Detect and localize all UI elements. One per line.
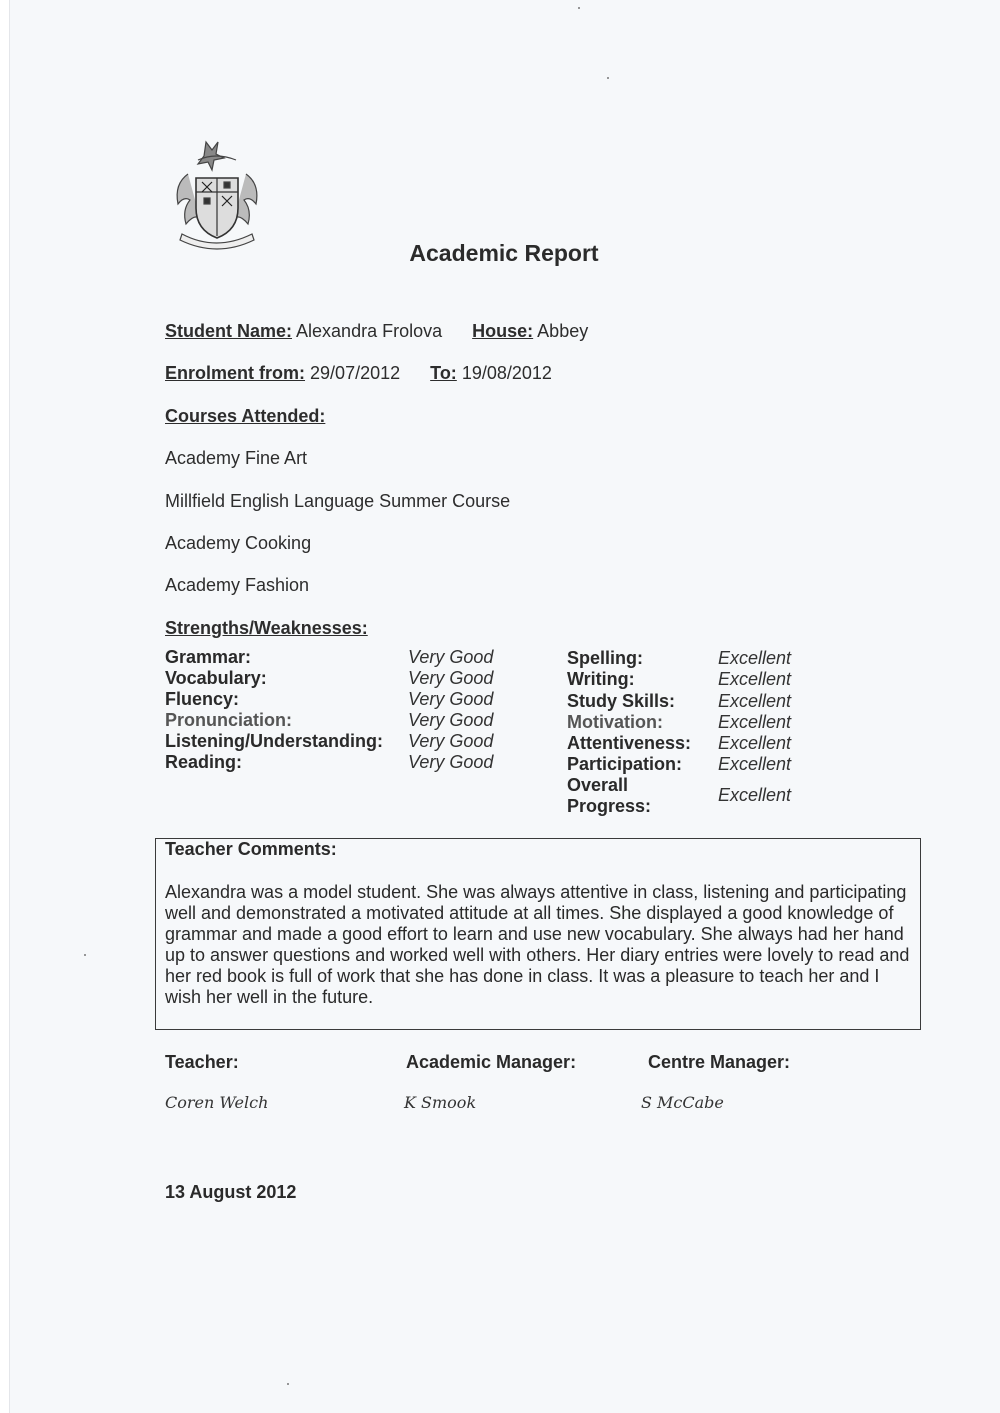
report-date: 13 August 2012 — [165, 1182, 297, 1202]
enrolment-to-date: 19/08/2012 — [461, 363, 552, 383]
teacher-label: Teacher: — [165, 1052, 239, 1072]
teacher-signature: Coren Welch — [165, 1093, 269, 1112]
enrolment-line — [165, 363, 552, 384]
skill-label: Study Skills: — [567, 691, 676, 711]
skill-rating — [408, 689, 493, 710]
skill-row — [567, 712, 663, 733]
rating-text: Very Good — [408, 752, 494, 772]
rating-text: Excellent — [718, 691, 792, 711]
scan-edge — [0, 0, 10, 1413]
skill-label: Overall — [567, 775, 629, 795]
courses-heading: Courses Attended: — [165, 406, 326, 426]
skill-label: Spelling: — [567, 648, 643, 668]
skill-row — [567, 754, 682, 775]
skill-row — [567, 648, 643, 669]
skill-row — [165, 689, 239, 710]
student-line — [165, 321, 588, 342]
rating-text: Excellent — [718, 785, 792, 805]
rating-text: Excellent — [718, 669, 792, 689]
rating-text: Very Good — [408, 668, 494, 688]
skill-row — [165, 647, 251, 668]
skill-rating — [408, 731, 493, 752]
skill-rating — [718, 669, 791, 690]
skill-row — [567, 691, 675, 712]
rating-text: Very Good — [408, 710, 494, 730]
comments-heading: Teacher Comments: — [165, 839, 337, 859]
skill-row — [567, 775, 651, 817]
house-label: House: — [472, 321, 534, 341]
skill-label: Attentiveness: — [567, 733, 692, 753]
student-name: Alexandra Frolova — [296, 321, 443, 341]
skill-row — [165, 731, 383, 752]
skill-rating — [408, 710, 493, 731]
scan-speck — [287, 1383, 289, 1385]
scan-speck — [607, 77, 609, 79]
skill-label: Pronunciation: — [165, 710, 292, 730]
skill-rating — [718, 648, 791, 669]
enrolment-from-label: Enrolment from: — [165, 363, 306, 383]
strengths-heading: Strengths/Weaknesses: — [165, 618, 368, 638]
skill-rating — [718, 712, 791, 733]
skill-row — [567, 669, 635, 690]
rating-text: Very Good — [408, 647, 494, 667]
centre-manager-signature: S McCabe — [641, 1093, 724, 1112]
house-value: Abbey — [537, 321, 589, 341]
enrolment-to-label: To: — [430, 363, 457, 383]
skill-label: Listening/Understanding: — [165, 731, 383, 751]
enrolment-from-date: 29/07/2012 — [310, 363, 401, 383]
academic-manager-signature: K Smook — [404, 1093, 477, 1112]
skill-row — [165, 752, 242, 773]
skill-row — [165, 668, 267, 689]
skill-rating — [718, 785, 791, 806]
rating-text: Excellent — [718, 733, 792, 753]
skill-rating — [408, 752, 493, 773]
school-crest-icon — [168, 134, 266, 256]
scan-speck — [578, 7, 580, 9]
skill-row — [567, 733, 691, 754]
report-title: Academic Report — [409, 240, 599, 266]
skill-label: Writing: — [567, 669, 635, 689]
scan-speck — [84, 954, 86, 956]
skill-rating — [718, 691, 791, 712]
skill-rating — [718, 733, 791, 754]
rating-text: Excellent — [718, 754, 792, 774]
course-item: Academy Fine Art — [165, 448, 308, 468]
skill-rating — [718, 754, 791, 775]
skill-rating — [408, 647, 493, 668]
course-item: Academy Fashion — [165, 575, 310, 595]
student-name-label: Student Name: — [165, 321, 293, 341]
rating-text: Very Good — [408, 731, 494, 751]
rating-text: Excellent — [718, 712, 792, 732]
rating-text: Excellent — [718, 648, 792, 668]
skill-label: Progress: — [567, 796, 652, 816]
skill-label: Grammar: — [165, 647, 252, 667]
skill-label: Participation: — [567, 754, 683, 774]
course-item: Academy Cooking — [165, 533, 312, 553]
centre-manager-label: Centre Manager: — [648, 1052, 791, 1072]
skill-label: Motivation: — [567, 712, 663, 732]
skill-rating — [408, 668, 493, 689]
skill-label: Reading: — [165, 752, 243, 772]
course-item: Millfield English Language Summer Course — [165, 491, 511, 511]
academic-manager-label: Academic Manager: — [406, 1052, 577, 1072]
comments-text: Alexandra was a model student. She was always attentive in class, listening and participating well and demonstrated a motivated attitude at all times. She displayed a good knowledge of grammar and made a good effort to learn and use new vocabulary. She always had her hand up to answer questions and worked well with others. Her diary entries were lovely to read and her red book is full of work that she has done in class. It was a pleasure to teach her and I wish her well in the future. — [165, 882, 910, 1007]
teacher-comments-box — [155, 838, 921, 1030]
rating-text: Very Good — [408, 689, 494, 709]
skill-label: Vocabulary: — [165, 668, 267, 688]
skill-label: Fluency: — [165, 689, 240, 709]
skill-row — [165, 710, 292, 731]
